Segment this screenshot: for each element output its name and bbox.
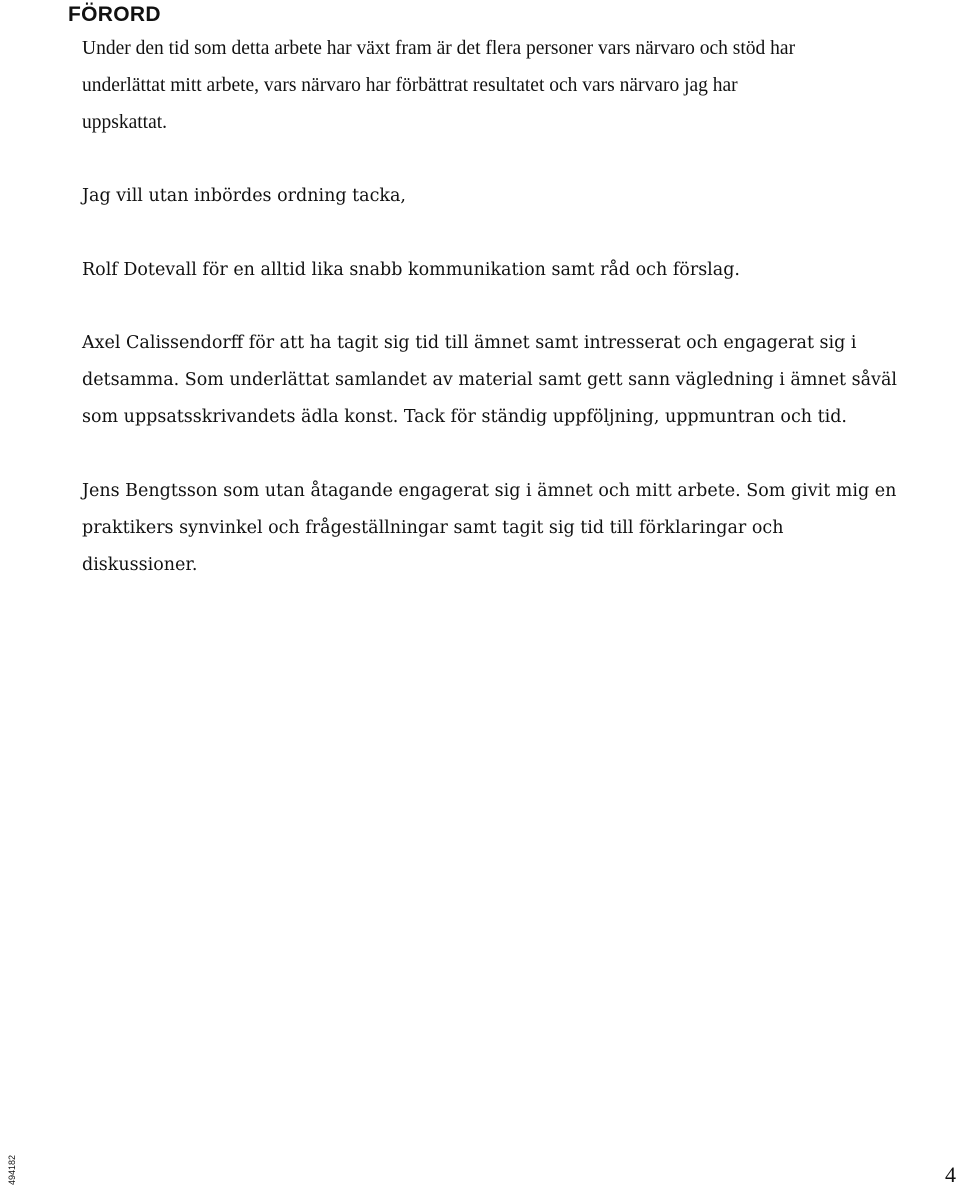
text-line: uppskattat. <box>82 112 168 133</box>
paragraph-thanks-jens <box>82 473 896 584</box>
page-heading: FÖRORD <box>68 3 161 26</box>
text-line: Jens Bengtsson som utan åtagande engagerat sig i ämnet och mitt arbete. Som givit mig en <box>82 481 897 501</box>
text-line: detsamma. Som underlättat samlandet av material samt gett sann vägledning i ämnet såväl <box>82 370 897 390</box>
text-line: praktikers synvinkel och frågeställningar samt tagit sig tid till förklaringar och <box>82 518 784 538</box>
side-code: 494182 <box>7 1154 17 1186</box>
text-line: Jag vill utan inbördes ordning tacka, <box>82 186 406 206</box>
text-line: underlättat mitt arbete, vars närvaro har förbättrat resultatet och vars närvaro jag har <box>82 75 738 96</box>
paragraph-intro <box>82 30 795 141</box>
paragraph-thanks-intro <box>82 178 406 215</box>
text-line: diskussioner. <box>82 555 198 575</box>
text-line: som uppsatsskrivandets ädla konst. Tack för ständig uppföljning, uppmuntran och tid. <box>82 407 847 427</box>
text-line: Axel Calissendorff för att ha tagit sig tid till ämnet samt intresserat och engagerat sig i <box>82 333 857 353</box>
page-number: 4 <box>945 1162 956 1187</box>
paragraph-thanks-rolf <box>82 252 740 289</box>
text-line: Rolf Dotevall för en alltid lika snabb kommunikation samt råd och förslag. <box>82 260 740 280</box>
text-line: Under den tid som detta arbete har växt fram är det flera personer vars närvaro och stöd har <box>82 38 796 59</box>
paragraph-thanks-axel <box>82 325 897 436</box>
